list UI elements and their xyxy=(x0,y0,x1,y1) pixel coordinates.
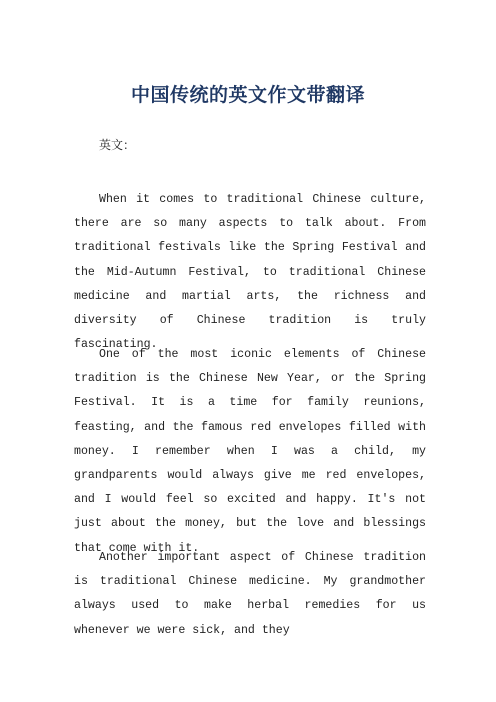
paragraph-2: One of the most iconic elements of Chinese tradition is the Chinese New Year, or the Spring Festival. It is a time for family reunions, feasting, and the famous red envelopes filled with money. I remember when I was a child, my grandparents would always give me red envelopes, and I would feel so excited and happy. It's not just about the money, but the love and blessings that come with it. xyxy=(74,348,426,555)
paragraph-3: Another important aspect of Chinese tradition is traditional Chinese medicine. My grandmother always used to make herbal remedies for us whenever we were sick, and they xyxy=(74,551,426,637)
section-label: 英文： xyxy=(99,138,136,152)
document-title: 中国传统的英文作文带翻译 xyxy=(130,84,365,106)
paragraph-1: When it comes to traditional Chinese culture, there are so many aspects to talk about. From traditional festivals like the Spring Festival and the Mid-Autumn Festival, to traditional Chinese medicine and martial arts, the richness and diversity of Chinese tradition is truly fascinating. xyxy=(74,193,426,352)
